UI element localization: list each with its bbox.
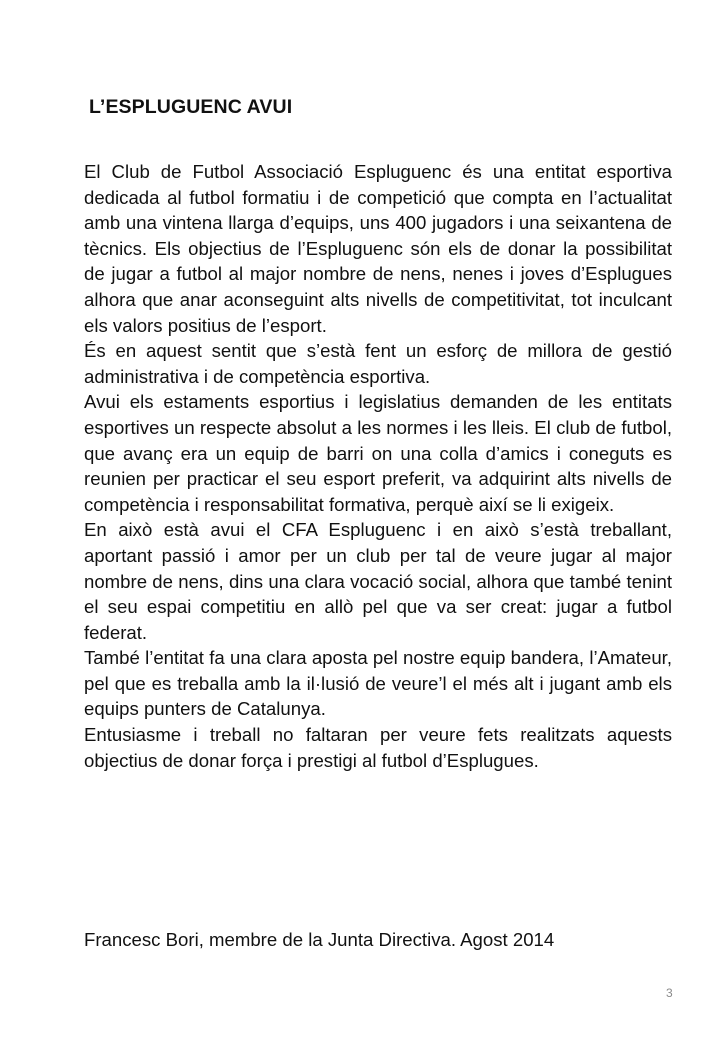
paragraph: És en aquest sentit que s’està fent un esforç de millora de gestió administrativa i de competència esportiva. [84,340,672,387]
paragraph: Avui els estaments esportius i legislatius demanden de les entitats esportives un respecte absolut a les normes i les lleis. El club de futbol, que avanç era un equip de barri on una colla d’amics i coneguts es reunien per practicar el seu esport preferit, va adquirint alts nivells de competència i responsabilitat formativa, perquè així se li exigeix. [84,391,672,515]
paragraph: També l’entitat fa una clara aposta pel nostre equip bandera, l’Amateur, pel que es treballa amb la il·lusió de veure’l el més alt i jugant amb els equips punters de Catalunya. [84,647,672,720]
page-number: 3 [666,986,673,1000]
paragraph: El Club de Futbol Associació Espluguenc és una entitat esportiva dedicada al futbol formatiu i de competició que compta en l’actualitat amb una vintena llarga d’equips, uns 400 jugadors i una seixantena de tècnics. Els objectius de l’Espluguenc són els de donar la possibilitat de jugar a futbol al major nombre de nens, nenes i joves d’Esplugues alhora que anar aconseguint alts nivells de competitivitat, tot inculcant els valors positius de l’esport. [84,161,672,336]
paragraph: En això està avui el CFA Espluguenc i en això s’està treballant, aportant passió i amor per un club per tal de veure jugar al major nombre de nens, dins una clara vocació social, alhora que també tenint el seu espai competitiu en allò pel que va ser creat: jugar a futbol federat. [84,519,672,643]
article-body [84,159,672,773]
paragraph: Entusiasme i treball no faltaran per veure fets realitzats aquests objectius de donar força i prestigi al futbol d’Esplugues. [84,724,672,771]
signature: Francesc Bori, membre de la Junta Directiva. Agost 2014 [84,929,555,950]
page-title: L’ESPLUGUENC AVUI [89,96,293,118]
